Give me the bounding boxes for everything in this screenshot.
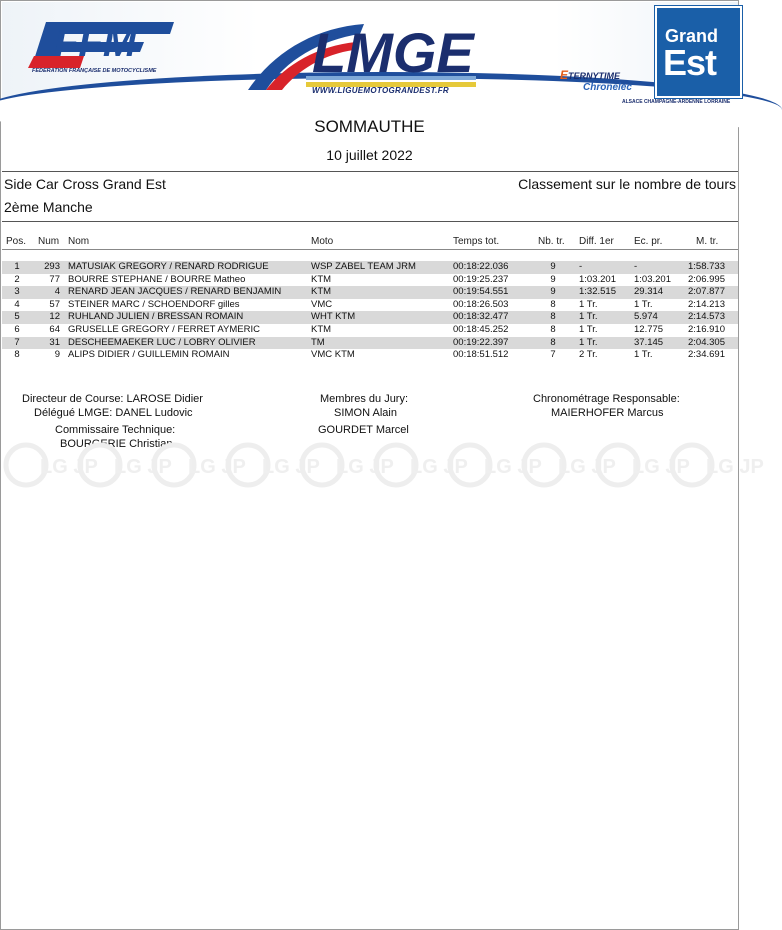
watermark-text: LG JP — [558, 456, 616, 478]
lmge-url: WWW.LIGUEMOTOGRANDEST.FR — [312, 86, 449, 95]
cell-mtr: 2:06.995 — [688, 273, 725, 285]
table-row — [2, 286, 738, 299]
cell-nom: RUHLAND JULIEN / BRESSAN ROMAIN — [68, 311, 244, 323]
watermark-text: LG JP — [706, 456, 764, 478]
event-category: Side Car Cross Grand Est — [4, 176, 166, 192]
jury-member-2: GOURDET Marcel — [318, 424, 409, 436]
table-row — [2, 324, 738, 337]
cell-moto: KTM — [311, 324, 332, 335]
cell-diff: 1:32.515 — [579, 286, 616, 298]
cell-temps: 00:18:22.036 — [453, 261, 509, 272]
cell-ecpr: 1 Tr. — [634, 298, 653, 310]
cell-pos: 3 — [14, 286, 20, 298]
cell-nom: BOURRE STEPHANE / BOURRE Matheo — [68, 273, 246, 285]
lmge-logo — [244, 12, 494, 94]
jury-member-1: SIMON Alain — [334, 407, 397, 419]
table-row — [2, 311, 738, 324]
cell-temps: 00:18:45.252 — [453, 324, 509, 335]
col-header-nom: Nom — [68, 236, 90, 247]
cell-temps: 00:19:25.237 — [453, 273, 509, 285]
cell-nom: STEINER MARC / SCHOENDORF gilles — [68, 298, 240, 310]
cell-nbtr: 8 — [550, 311, 556, 323]
ffm-logo-text: FFM — [54, 21, 137, 65]
event-date: 10 juillet 2022 — [326, 147, 413, 163]
cell-diff: 1:03.201 — [579, 273, 616, 285]
jury-label: Membres du Jury: — [320, 393, 409, 405]
watermark-text: LG JP — [262, 456, 320, 478]
table-row — [2, 349, 738, 362]
cell-nbtr: 9 — [550, 261, 556, 272]
cell-num: 293 — [44, 261, 60, 272]
cell-pos: 2 — [14, 273, 20, 285]
event-classement: Classement sur le nombre de tours — [518, 176, 736, 192]
cell-ecpr: 29.314 — [634, 286, 664, 298]
divider-top — [2, 171, 738, 172]
ffm-subtitle: FEDERATION FRANÇAISE DE MOTOCYCLISME — [32, 68, 157, 74]
cell-temps: 00:18:51.512 — [453, 349, 509, 361]
cell-ecpr: 37.145 — [634, 336, 664, 348]
cell-num: 4 — [54, 286, 60, 298]
cell-moto: VMC KTM — [311, 349, 355, 361]
grand-est-line1: Grand — [665, 26, 719, 46]
ffm-logo — [24, 16, 184, 74]
cell-nbtr: 8 — [550, 298, 556, 310]
col-header-temps: Temps tot. — [453, 236, 500, 247]
region-subtitle: ALSACE CHAMPAGNE-ARDENNE LORRAINE — [622, 99, 731, 105]
cell-temps: 00:19:54.551 — [453, 286, 509, 298]
watermark-text: LG JP — [188, 456, 246, 478]
table-row — [2, 274, 738, 287]
watermark-text: LG JP — [336, 456, 394, 478]
cell-nom: ALIPS DIDIER / GUILLEMIN ROMAIN — [68, 349, 230, 361]
cell-diff: - — [579, 261, 583, 272]
cell-moto: VMC — [311, 298, 333, 310]
col-header-nbtr: Nb. tr. — [538, 236, 565, 247]
cell-nbtr: 9 — [550, 273, 556, 285]
cell-nbtr: 8 — [550, 324, 556, 335]
grand-est-line2: Est — [663, 42, 717, 83]
watermark-text: LG JP — [114, 456, 172, 478]
divider-table-header — [2, 249, 738, 250]
cell-num: 64 — [49, 324, 60, 335]
col-header-moto: Moto — [311, 236, 334, 247]
cell-moto: WSP ZABEL TEAM JRM — [311, 261, 416, 272]
cell-diff: 1 Tr. — [579, 336, 598, 348]
cell-num: 77 — [49, 273, 60, 285]
cell-moto: KTM — [311, 286, 332, 298]
cell-pos: 4 — [14, 298, 20, 310]
cell-num: 31 — [49, 336, 60, 348]
table-row — [2, 299, 738, 312]
official-commissaire-label: Commissaire Technique: — [55, 424, 176, 436]
cell-nom: GRUSELLE GREGORY / FERRET AYMERIC — [68, 324, 260, 335]
lmge-logo-text: LMGE — [312, 21, 474, 84]
watermark — [0, 440, 764, 490]
watermark-text: LG JP — [40, 456, 98, 478]
cell-pos: 6 — [14, 324, 20, 335]
table-row — [2, 337, 738, 350]
cell-num: 9 — [54, 349, 60, 361]
cell-temps: 00:19:22.397 — [453, 336, 509, 348]
cell-pos: 8 — [14, 349, 20, 361]
cell-ecpr: - — [634, 261, 638, 272]
eternytime-initial: E — [560, 68, 569, 82]
cell-temps: 00:18:26.503 — [453, 298, 509, 310]
chrono-label: Chronométrage Responsable: — [533, 393, 680, 405]
cell-diff: 1 Tr. — [579, 298, 598, 310]
eternytime-rest: TERNYTIME — [568, 71, 621, 81]
cell-moto: KTM — [311, 273, 332, 285]
header-banner — [2, 2, 738, 106]
cell-ecpr: 12.775 — [634, 324, 664, 335]
eternytime-logo — [560, 68, 620, 82]
cell-nbtr: 8 — [550, 336, 556, 348]
cell-moto: TM — [311, 336, 325, 348]
cell-pos: 7 — [14, 336, 20, 348]
cell-diff: 2 Tr. — [579, 349, 598, 361]
col-header-pos: Pos. — [6, 236, 27, 247]
watermark-text: LG JP — [632, 456, 690, 478]
cell-num: 57 — [49, 298, 60, 310]
cell-ecpr: 1 Tr. — [634, 349, 653, 361]
chrono-name: MAIERHOFER Marcus — [551, 407, 664, 419]
cell-diff: 1 Tr. — [579, 324, 598, 335]
official-delegue: Délégué LMGE: DANEL Ludovic — [34, 407, 193, 419]
cell-pos: 5 — [14, 311, 20, 323]
cell-pos: 1 — [14, 261, 20, 272]
cell-nbtr: 7 — [550, 349, 556, 361]
col-header-ecpr: Ec. pr. — [634, 236, 663, 247]
watermark-text: LG JP — [484, 456, 542, 478]
cell-ecpr: 1:03.201 — [634, 273, 671, 285]
event-manche: 2ème Manche — [4, 199, 93, 215]
watermark-text: LG JP — [410, 456, 468, 478]
divider-middle — [2, 221, 738, 222]
cell-temps: 00:18:32.477 — [453, 311, 509, 323]
col-header-diff: Diff. 1er — [579, 236, 614, 247]
cell-mtr: 2:07.877 — [688, 286, 725, 298]
cell-diff: 1 Tr. — [579, 311, 598, 323]
cell-nom: MATUSIAK GREGORY / RENARD RODRIGUE — [68, 261, 269, 272]
official-commissaire-name: BOURGERIE Christian — [60, 438, 173, 450]
cell-mtr: 2:04.305 — [688, 336, 725, 348]
grand-est-logo — [655, 6, 742, 98]
cell-moto: WHT KTM — [311, 311, 356, 323]
table-row — [2, 261, 738, 274]
chronelec-logo: Chronelec — [583, 82, 632, 93]
cell-nom: DESCHEEMAEKER LUC / LOBRY OLIVIER — [68, 336, 256, 348]
cell-mtr: 1:58.733 — [688, 261, 725, 272]
official-directeur: Directeur de Course: LAROSE Didier — [22, 393, 203, 405]
cell-nom: RENARD JEAN JACQUES / RENARD BENJAMIN — [68, 286, 282, 298]
cell-num: 12 — [49, 311, 60, 323]
col-header-num: Num — [38, 236, 60, 247]
cell-mtr: 2:14.573 — [688, 311, 725, 323]
cell-ecpr: 5.974 — [634, 311, 658, 323]
col-header-mtr: M. tr. — [696, 236, 719, 247]
cell-nbtr: 9 — [550, 286, 556, 298]
event-location: SOMMAUTHE — [314, 117, 425, 136]
cell-mtr: 2:34.691 — [688, 349, 725, 361]
cell-mtr: 2:16.910 — [688, 324, 725, 335]
cell-mtr: 2:14.213 — [688, 298, 725, 310]
